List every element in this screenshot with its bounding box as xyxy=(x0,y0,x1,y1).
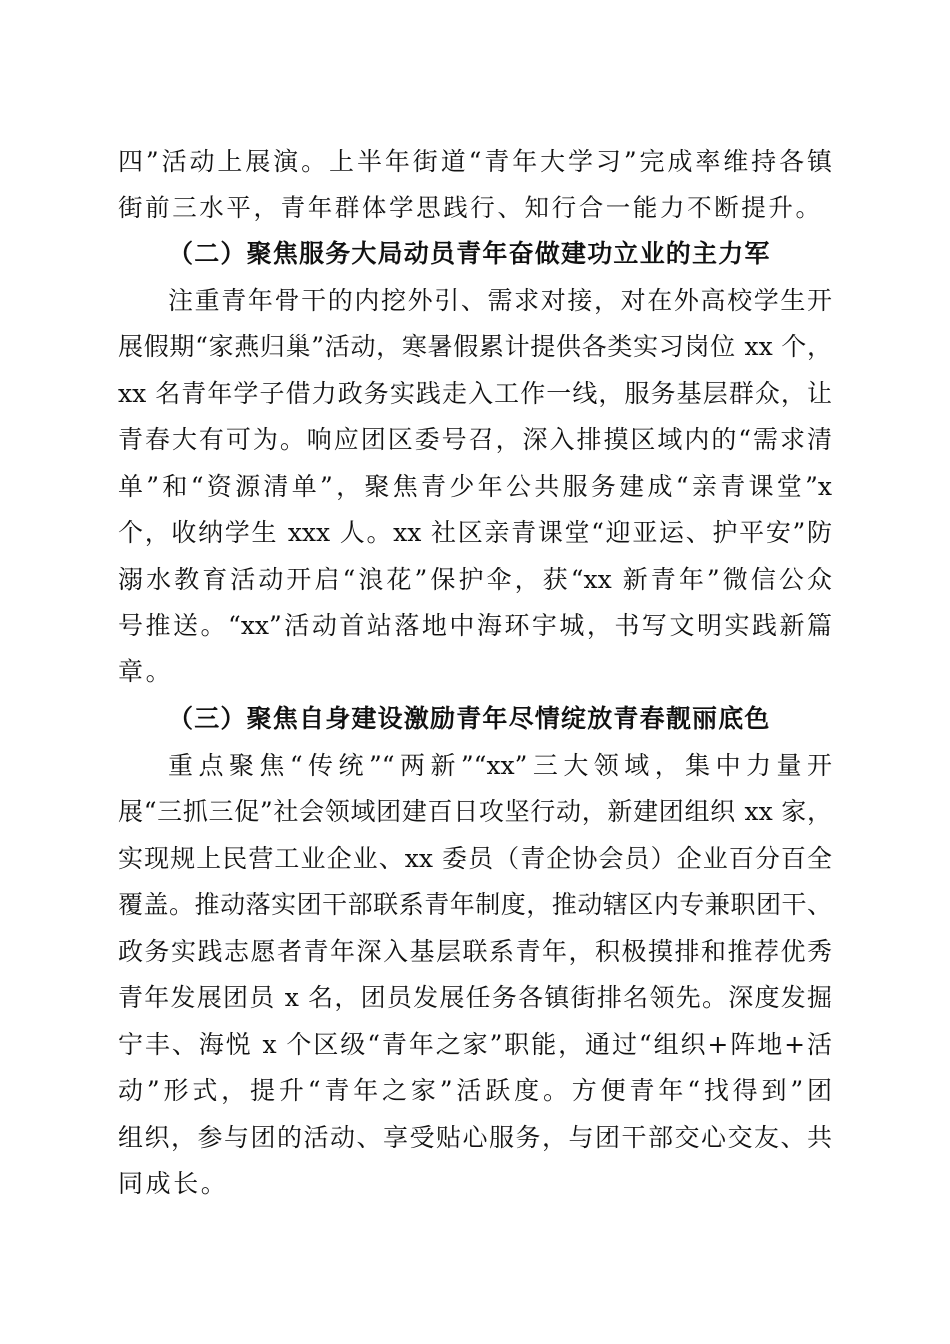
paragraph-line: 政务实践志愿者青年深入基层联系青年，积极摸排和推荐优秀 xyxy=(118,937,832,966)
paragraph-line: 宁丰、海悦 x 个区级“青年之家”职能，通过“组织+阵地+活 xyxy=(118,1030,832,1059)
paragraph-line: 动”形式，提升“青年之家”活跃度。方便青年“找得到”团 xyxy=(118,1076,832,1105)
paragraph-line: 重点聚焦“传统”“两新”“xx”三大领域，集中力量开 xyxy=(168,751,832,780)
paragraph-line: 展假期“家燕归巢”活动，寒暑假累计提供各类实习岗位 xx 个， xyxy=(118,332,832,361)
paragraph-line: 覆盖。推动落实团干部联系青年制度，推动辖区内专兼职团干、 xyxy=(118,890,832,919)
paragraph-line: 个，收纳学生 xxx 人。xx 社区亲青课堂“迎亚运、护平安”防 xyxy=(118,518,832,547)
paragraph-line: 号推送。“xx”活动首站落地中海环宇城，书写文明实践新篇 xyxy=(118,611,832,640)
paragraph-line: 实现规上民营工业企业、xx 委员（青企协会员）企业百分百全 xyxy=(118,844,832,873)
paragraph-line: xx 名青年学子借力政务实践走入工作一线，服务基层群众，让 xyxy=(118,379,832,408)
paragraph-line: 溺水教育活动开启“浪花”保护伞，获“xx 新青年”微信公众 xyxy=(118,565,832,594)
section-heading-2: （二）聚焦服务大局动员青年奋做建功立业的主力军 xyxy=(168,239,771,268)
paragraph-line: 组织，参与团的活动、享受贴心服务，与团干部交心交友、共 xyxy=(118,1123,832,1152)
paragraph-line: 四”活动上展演。上半年街道“青年大学习”完成率维持各镇 xyxy=(118,147,832,176)
paragraph-line: 同成长。 xyxy=(118,1169,229,1198)
paragraph-line: 展“三抓三促”社会领域团建百日攻坚行动，新建团组织 xx 家， xyxy=(118,797,832,826)
paragraph-line: 街前三水平，青年群体学思践行、知行合一能力不断提升。 xyxy=(118,193,823,222)
paragraph-line: 注重青年骨干的内挖外引、需求对接，对在外高校学生开 xyxy=(168,286,832,315)
section-heading-3: （三）聚焦自身建设激励青年尽情绽放青春靓丽底色 xyxy=(168,704,771,733)
paragraph-line: 单”和“资源清单”，聚焦青少年公共服务建成“亲青课堂”x xyxy=(118,472,832,501)
paragraph-line: 章。 xyxy=(118,657,174,686)
paragraph-line: 青年发展团员 x 名，团员发展任务各镇街排名领先。深度发掘 xyxy=(118,983,832,1012)
paragraph-line: 青春大有可为。响应团区委号召，深入排摸区域内的“需求清 xyxy=(118,425,832,454)
